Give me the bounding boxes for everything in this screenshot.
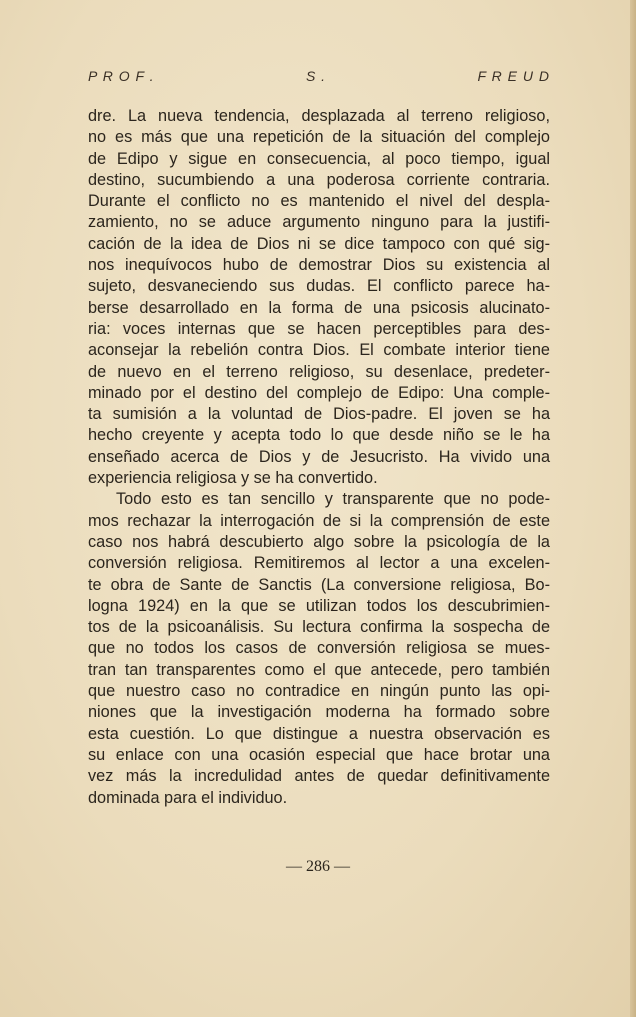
text-line: su enlace con una ocasión especial que hace brotar una (88, 745, 550, 764)
text-line: tran tan transparentes como el que antecede, pero también (88, 660, 550, 679)
text-line: caso nos habrá descubierto algo sobre la psicología de la (88, 532, 550, 551)
header-freud: F R E U D (477, 68, 550, 84)
text-line: sujeto, desvaneciendo sus dudas. El conflicto parece ha- (88, 277, 550, 296)
text-line: de Edipo y sigue en consecuencia, al poco tiempo, igual (88, 149, 550, 168)
header-initial: S . (305, 68, 327, 84)
text-line: esta cuestión. Lo que distingue a nuestra observación es (88, 724, 550, 743)
header-prof: P R O F . (88, 68, 155, 84)
text-line: no es más que una repetición de la situación del complejo (88, 128, 550, 147)
text-line: Durante el conflicto no es mantenido el nivel del despla- (88, 192, 550, 211)
text-line: Todo esto es tan sencillo y transparente que no pode- (116, 490, 550, 509)
text-line: mos rechazar la interrogación de si la comprensión de este (88, 511, 550, 530)
text-line: conversión religiosa. Remitiremos al lector a una excelen- (88, 554, 550, 573)
text-line: tos de la psicoanálisis. Su lectura confirma la sospecha de (88, 618, 550, 637)
text-line: que no todos los casos de conversión religiosa se mues- (88, 639, 550, 658)
text-line: ta sumisión a la voluntad de Dios-padre. El joven se ha (88, 405, 550, 424)
text-line: enseñado acerca de Dios y de Jesucristo. Ha vivido una (88, 447, 550, 466)
text-line: nos inequívocos hubo de demostrar Dios su existencia al (88, 256, 550, 275)
text-line: niones que la investigación moderna ha formado sobre (88, 703, 550, 722)
body-text (88, 106, 550, 809)
text-line: que nuestro caso no contradice en ningún punto las opi- (88, 682, 550, 701)
text-line: dominada para el individuo. (88, 788, 288, 807)
text-line: cación de la idea de Dios ni se dice tampoco con qué sig- (88, 234, 550, 253)
text-line: berse desarrollado en la forma de una psicosis alucinato- (88, 298, 550, 317)
text-line: de nuevo en el terreno religioso, su desenlace, predeter- (88, 362, 550, 381)
text-line: experiencia religiosa y se ha convertido. (88, 469, 378, 488)
text-line: logna 1924) en la que se utilizan todos los descubrimien- (88, 596, 550, 615)
running-header (88, 68, 550, 84)
text-line: vez más la incredulidad antes de quedar definitivamente (88, 767, 550, 786)
text-line: te obra de Sante de Sanctis (La conversione religiosa, Bo- (88, 575, 550, 594)
text-line: zamiento, no se aduce argumento ninguno para la justifi- (88, 213, 550, 232)
text-line: aconsejar la rebelión contra Dios. El combate interior tiene (88, 341, 550, 360)
text-line: dre. La nueva tendencia, desplazada al terreno religioso, (88, 107, 550, 125)
text-line: minado por el destino del complejo de Edipo: Una comple- (88, 383, 550, 402)
page-number: — 286 — (286, 858, 350, 875)
text-line: destino, sucumbiendo a una poderosa corriente contraria. (88, 170, 550, 189)
text-line: ria: voces internas que se hacen perceptibles para des- (88, 319, 550, 338)
text-line: hecho creyente y acepta todo lo que desde niño se le ha (88, 426, 550, 445)
